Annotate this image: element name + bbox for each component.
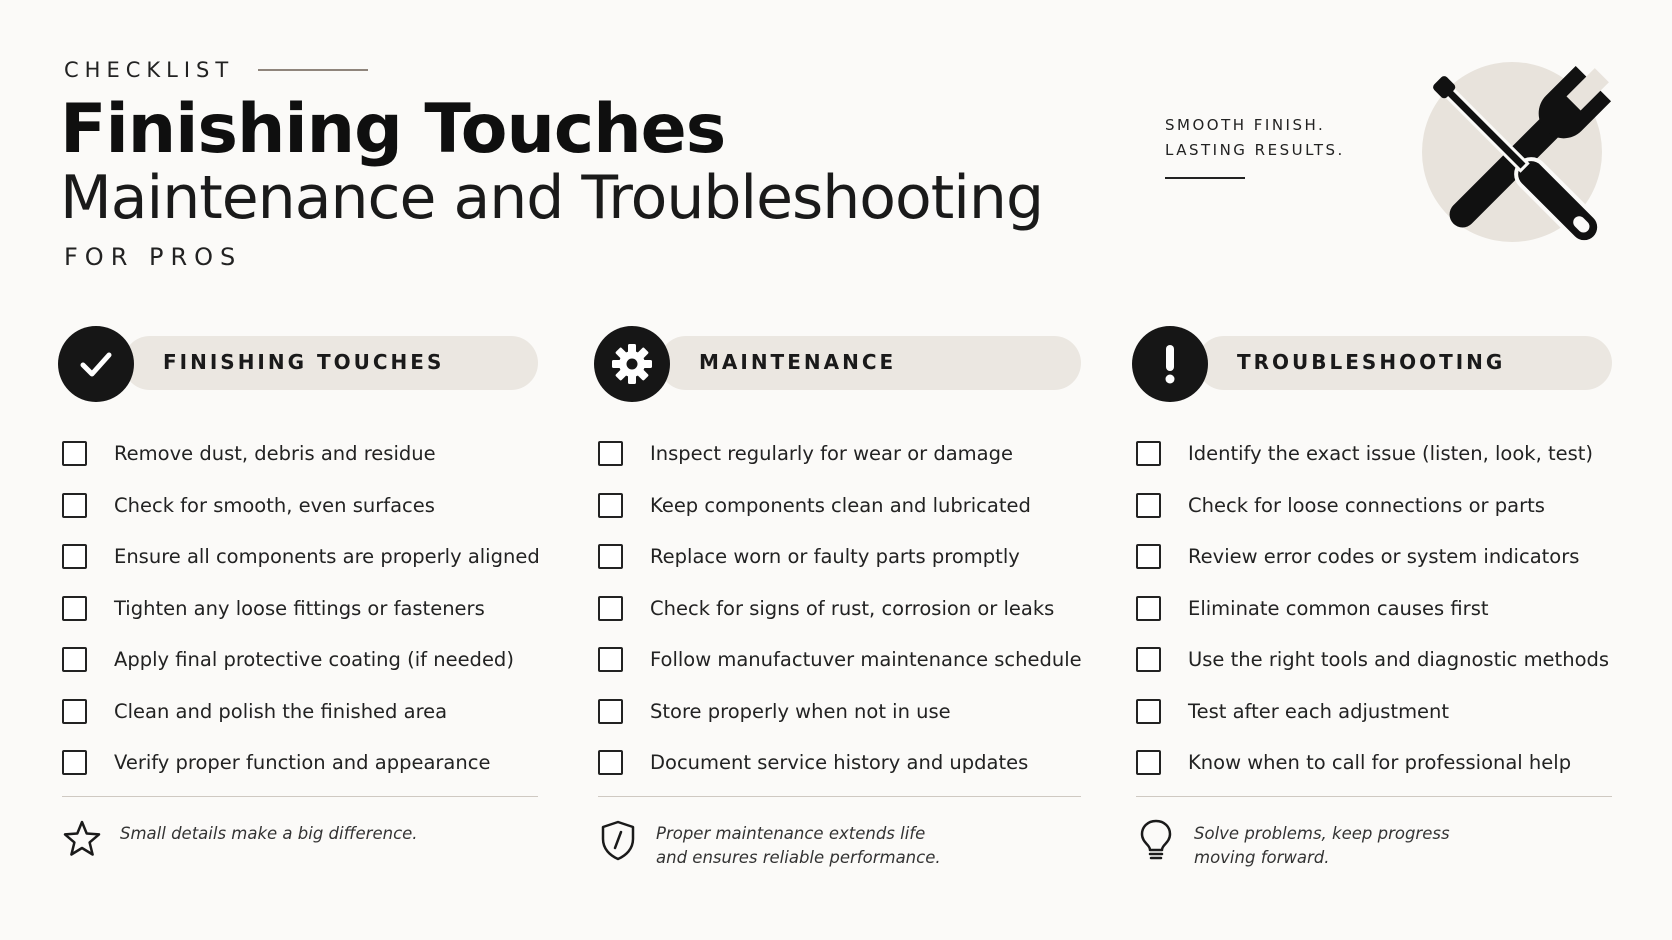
checklist-item-label: Check for signs of rust, corrosion or leaks bbox=[650, 596, 1055, 620]
checkbox[interactable] bbox=[598, 750, 623, 775]
gear-icon bbox=[594, 326, 670, 402]
checkmark-icon bbox=[58, 326, 134, 402]
section-footer bbox=[1136, 818, 1450, 870]
checklist-item bbox=[594, 428, 1081, 480]
checkbox[interactable] bbox=[62, 647, 87, 672]
checklist bbox=[58, 428, 538, 789]
checklist-item bbox=[594, 583, 1081, 635]
star-icon bbox=[62, 818, 102, 862]
checklist-item-label: Check for smooth, even surfaces bbox=[114, 493, 435, 517]
checklist-item bbox=[58, 428, 538, 480]
checklist-item bbox=[594, 686, 1081, 738]
checklist-item-label: Keep components clean and lubricated bbox=[650, 493, 1031, 517]
checkbox[interactable] bbox=[598, 699, 623, 724]
footer-note bbox=[1194, 818, 1450, 870]
checklist-item-label: Ensure all components are properly aligned bbox=[114, 545, 540, 569]
checkbox[interactable] bbox=[598, 544, 623, 569]
eyebrow-rule bbox=[258, 69, 368, 71]
checkbox[interactable] bbox=[62, 441, 87, 466]
tagline-rule bbox=[1165, 177, 1245, 179]
checklist-item-label: Know when to call for professional help bbox=[1188, 751, 1572, 775]
checklist-item bbox=[58, 531, 538, 583]
section-title: MAINTENANCE bbox=[699, 350, 897, 374]
checklist-item-label: Identify the exact issue (listen, look, test) bbox=[1188, 442, 1594, 466]
checklist-item bbox=[1132, 480, 1612, 532]
checkbox[interactable] bbox=[62, 493, 87, 518]
checklist-item bbox=[1132, 737, 1612, 789]
footer-note bbox=[120, 818, 418, 846]
checklist-item bbox=[58, 480, 538, 532]
checkbox[interactable] bbox=[62, 544, 87, 569]
section-divider bbox=[1136, 796, 1612, 797]
checklist-item bbox=[594, 737, 1081, 789]
section-divider bbox=[62, 796, 538, 797]
exclamation-icon bbox=[1132, 326, 1208, 402]
column-finishing-touches bbox=[58, 326, 540, 843]
footer-note-line-2: moving forward. bbox=[1194, 848, 1330, 867]
section-footer bbox=[598, 818, 941, 870]
checkbox[interactable] bbox=[1136, 699, 1161, 724]
checklist-item-label: Replace worn or faulty parts promptly bbox=[650, 545, 1020, 569]
eyebrow bbox=[64, 58, 368, 82]
page-subtitle: Maintenance and Troubleshooting bbox=[60, 163, 1044, 233]
checkbox[interactable] bbox=[1136, 493, 1161, 518]
checklist-item bbox=[58, 686, 538, 738]
checklist-item-label: Use the right tools and diagnostic methods bbox=[1188, 648, 1610, 672]
checkbox[interactable] bbox=[598, 441, 623, 466]
checklist-item bbox=[58, 634, 538, 686]
footer-note-line-1: Solve problems, keep progress bbox=[1194, 824, 1450, 843]
checklist-item-label: Tighten any loose fittings or fasteners bbox=[114, 596, 485, 620]
checklist-item bbox=[594, 531, 1081, 583]
checkbox[interactable] bbox=[1136, 441, 1161, 466]
checklist-item-label: Inspect regularly for wear or damage bbox=[650, 442, 1013, 466]
checklist-item-label: Clean and polish the finished area bbox=[114, 699, 448, 723]
checklist-item-label: Store properly when not in use bbox=[650, 699, 951, 723]
checklist-item bbox=[594, 480, 1081, 532]
checkbox[interactable] bbox=[1136, 750, 1161, 775]
section-title: TROUBLESHOOTING bbox=[1237, 350, 1506, 374]
crossed-wrench-screwdriver-icon bbox=[1420, 60, 1615, 260]
section-header bbox=[594, 326, 1081, 402]
checkbox[interactable] bbox=[598, 647, 623, 672]
checklist bbox=[1132, 428, 1612, 789]
lightbulb-icon bbox=[1136, 818, 1176, 862]
checklist-item bbox=[594, 634, 1081, 686]
footer-note-line-1: Proper maintenance extends life bbox=[656, 824, 926, 843]
audience-label: FOR PROS bbox=[64, 243, 243, 271]
section-header bbox=[1132, 326, 1612, 402]
checklist-item-label: Test after each adjustment bbox=[1188, 699, 1450, 723]
checkbox[interactable] bbox=[62, 750, 87, 775]
section-title: FINISHING TOUCHES bbox=[163, 350, 445, 374]
checklist-item bbox=[1132, 686, 1612, 738]
checklist bbox=[594, 428, 1081, 789]
checklist-item-label: Apply final protective coating (if needed) bbox=[114, 648, 514, 672]
footer-note-line-1: Small details make a big difference. bbox=[120, 824, 418, 843]
checkbox[interactable] bbox=[598, 493, 623, 518]
shield-check-icon bbox=[598, 818, 638, 862]
page-title: Finishing Touches bbox=[60, 90, 726, 169]
checklist-item bbox=[58, 737, 538, 789]
section-footer bbox=[62, 818, 418, 862]
checklist-item-label: Verify proper function and appearance bbox=[114, 751, 491, 775]
footer-note-line-2: and ensures reliable performance. bbox=[656, 848, 941, 867]
tagline bbox=[1165, 113, 1345, 179]
tagline-line-2: LASTING RESULTS. bbox=[1165, 141, 1345, 159]
checklist-item bbox=[1132, 428, 1612, 480]
checkbox[interactable] bbox=[1136, 647, 1161, 672]
section-header bbox=[58, 326, 538, 402]
column-troubleshooting bbox=[1132, 326, 1612, 867]
checkbox[interactable] bbox=[598, 596, 623, 621]
checklist-item bbox=[58, 583, 538, 635]
column-maintenance bbox=[594, 326, 1082, 867]
section-divider bbox=[598, 796, 1081, 797]
checklist-item-label: Document service history and updates bbox=[650, 751, 1029, 775]
checkbox[interactable] bbox=[1136, 596, 1161, 621]
checklist-item-label: Remove dust, debris and residue bbox=[114, 442, 436, 466]
checkbox[interactable] bbox=[1136, 544, 1161, 569]
checkbox[interactable] bbox=[62, 596, 87, 621]
checkbox[interactable] bbox=[62, 699, 87, 724]
checklist-item-label: Check for loose connections or parts bbox=[1188, 493, 1545, 517]
tagline-line-1: SMOOTH FINISH. bbox=[1165, 116, 1326, 134]
checklist-item-label: Review error codes or system indicators bbox=[1188, 545, 1580, 569]
checklist-item-label: Eliminate common causes first bbox=[1188, 596, 1489, 620]
eyebrow-label: CHECKLIST bbox=[64, 58, 235, 82]
checklist-item bbox=[1132, 634, 1612, 686]
footer-note bbox=[656, 818, 941, 870]
checklist-item bbox=[1132, 531, 1612, 583]
checklist-item bbox=[1132, 583, 1612, 635]
checklist-item-label: Follow manufactuver maintenance schedule bbox=[650, 648, 1082, 672]
